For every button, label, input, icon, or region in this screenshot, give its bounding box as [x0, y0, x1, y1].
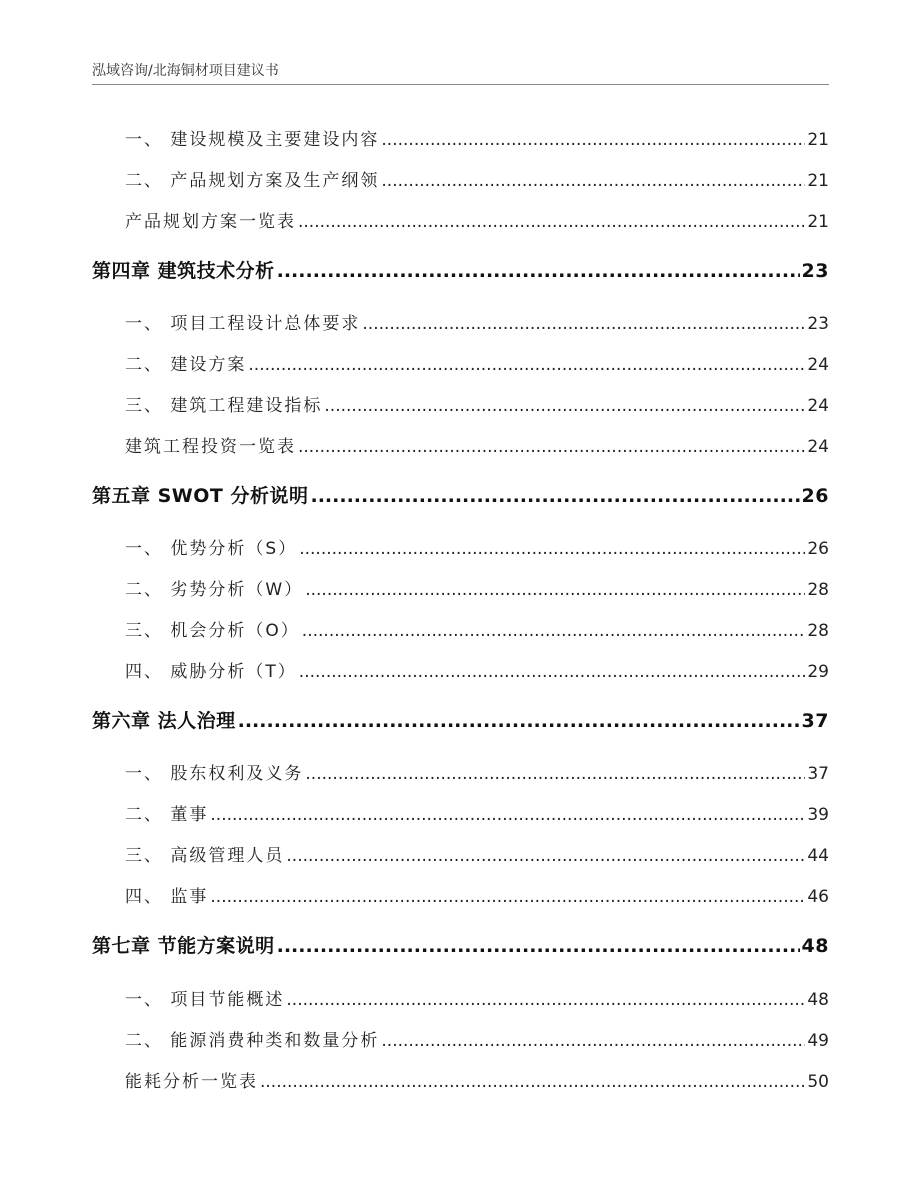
- toc-entry-label: 二、 能源消费种类和数量分析: [125, 1031, 380, 1051]
- toc-leader-dots: [381, 171, 805, 191]
- toc-leader-dots: [362, 314, 805, 334]
- toc-entry-page: 39: [807, 805, 829, 825]
- toc-entry-page: 23: [807, 314, 829, 334]
- toc-entry-label: 产品规划方案一览表: [125, 212, 296, 232]
- toc-entry[interactable]: [125, 125, 829, 150]
- toc-entry[interactable]: [125, 432, 829, 457]
- toc-entry-label: 三、 机会分析（O）: [125, 621, 300, 641]
- toc-entry-page: 29: [807, 662, 829, 682]
- toc-entry-label: 二、 劣势分析（W）: [125, 580, 304, 600]
- toc-entry-page: 28: [807, 580, 829, 600]
- toc-chapter-label: 第五章 SWOT 分析说明: [92, 485, 309, 507]
- toc-entry[interactable]: [125, 166, 829, 191]
- toc-entry-label: 一、 项目节能概述: [125, 990, 285, 1010]
- toc-entry-page: 37: [807, 764, 829, 784]
- toc-leader-dots: [238, 710, 800, 732]
- toc-entry[interactable]: [125, 800, 829, 825]
- toc-entry[interactable]: [125, 616, 829, 641]
- toc-leader-dots: [381, 1031, 805, 1051]
- toc-entry-page: 24: [807, 396, 829, 416]
- toc-leader-dots: [260, 1072, 805, 1092]
- toc-entry[interactable]: [125, 309, 829, 334]
- toc-leader-dots: [299, 539, 805, 559]
- toc-entry-page: 44: [807, 846, 829, 866]
- toc-entry-page: 24: [807, 437, 829, 457]
- toc-leader-dots: [277, 260, 800, 282]
- toc-leader-dots: [298, 212, 805, 232]
- toc-chapter-label: 第六章 法人治理: [92, 710, 236, 732]
- toc-entry-page: 21: [807, 171, 829, 191]
- toc-leader-dots: [298, 437, 805, 457]
- toc-entry-label: 四、 威胁分析（T）: [125, 662, 297, 682]
- toc-entry[interactable]: [125, 657, 829, 682]
- toc-entry[interactable]: [125, 207, 829, 232]
- toc-entry-page: 49: [807, 1031, 829, 1051]
- toc-chapter-entry[interactable]: [92, 931, 829, 958]
- toc-entry-label: 三、 高级管理人员: [125, 846, 285, 866]
- toc-leader-dots: [286, 990, 805, 1010]
- toc-entry[interactable]: [125, 985, 829, 1010]
- toc-leader-dots: [210, 805, 805, 825]
- toc-entry-label: 一、 建设规模及主要建设内容: [125, 130, 380, 150]
- toc-entry[interactable]: [125, 882, 829, 907]
- toc-entry-label: 一、 项目工程设计总体要求: [125, 314, 361, 334]
- toc-entry-page: 48: [807, 990, 829, 1010]
- toc-entry-label: 三、 建筑工程建设指标: [125, 396, 323, 416]
- toc-chapter-entry[interactable]: [92, 481, 829, 508]
- toc-entry[interactable]: [125, 575, 829, 600]
- toc-entry-label: 建筑工程投资一览表: [125, 437, 296, 457]
- toc-entry[interactable]: [125, 1026, 829, 1051]
- toc-entry[interactable]: [125, 759, 829, 784]
- toc-entry-label: 一、 股东权利及义务: [125, 764, 304, 784]
- toc-leader-dots: [286, 846, 805, 866]
- toc-chapter-entry[interactable]: [92, 256, 829, 283]
- toc-leader-dots: [210, 887, 805, 907]
- toc-chapter-page: 37: [801, 710, 829, 732]
- toc-leader-dots: [305, 580, 805, 600]
- toc-entry-page: 46: [807, 887, 829, 907]
- toc-entry-label: 能耗分析一览表: [125, 1072, 258, 1092]
- toc-entry[interactable]: [125, 350, 829, 375]
- toc-entry[interactable]: [125, 841, 829, 866]
- toc-entry[interactable]: [125, 534, 829, 559]
- toc-entry-page: 21: [807, 130, 829, 150]
- toc-chapter-entry[interactable]: [92, 706, 829, 733]
- toc-entry-label: 二、 建设方案: [125, 355, 247, 375]
- toc-entry-label: 二、 董事: [125, 805, 209, 825]
- toc-leader-dots: [324, 396, 805, 416]
- toc-chapter-label: 第四章 建筑技术分析: [92, 260, 275, 282]
- toc-entry-page: 24: [807, 355, 829, 375]
- toc-entry-page: 50: [807, 1072, 829, 1092]
- running-header: 泓域咨询/北海铜材项目建议书: [92, 63, 279, 79]
- toc-chapter-page: 23: [801, 260, 829, 282]
- toc-leader-dots: [248, 355, 805, 375]
- toc-chapter-page: 26: [801, 485, 829, 507]
- toc-leader-dots: [305, 764, 805, 784]
- toc-entry-page: 28: [807, 621, 829, 641]
- toc-entry[interactable]: [125, 1067, 829, 1092]
- toc-entry-page: 21: [807, 212, 829, 232]
- toc-leader-dots: [277, 935, 800, 957]
- toc-chapter-label: 第七章 节能方案说明: [92, 935, 275, 957]
- toc-entry-label: 二、 产品规划方案及生产纲领: [125, 171, 380, 191]
- toc-chapter-page: 48: [801, 935, 829, 957]
- toc-entry[interactable]: [125, 391, 829, 416]
- toc-leader-dots: [310, 485, 799, 507]
- toc-entry-label: 一、 优势分析（S）: [125, 539, 298, 559]
- toc-entry-label: 四、 监事: [125, 887, 209, 907]
- toc-entry-page: 26: [807, 539, 829, 559]
- toc-leader-dots: [302, 621, 806, 641]
- toc-leader-dots: [299, 662, 806, 682]
- toc-leader-dots: [381, 130, 805, 150]
